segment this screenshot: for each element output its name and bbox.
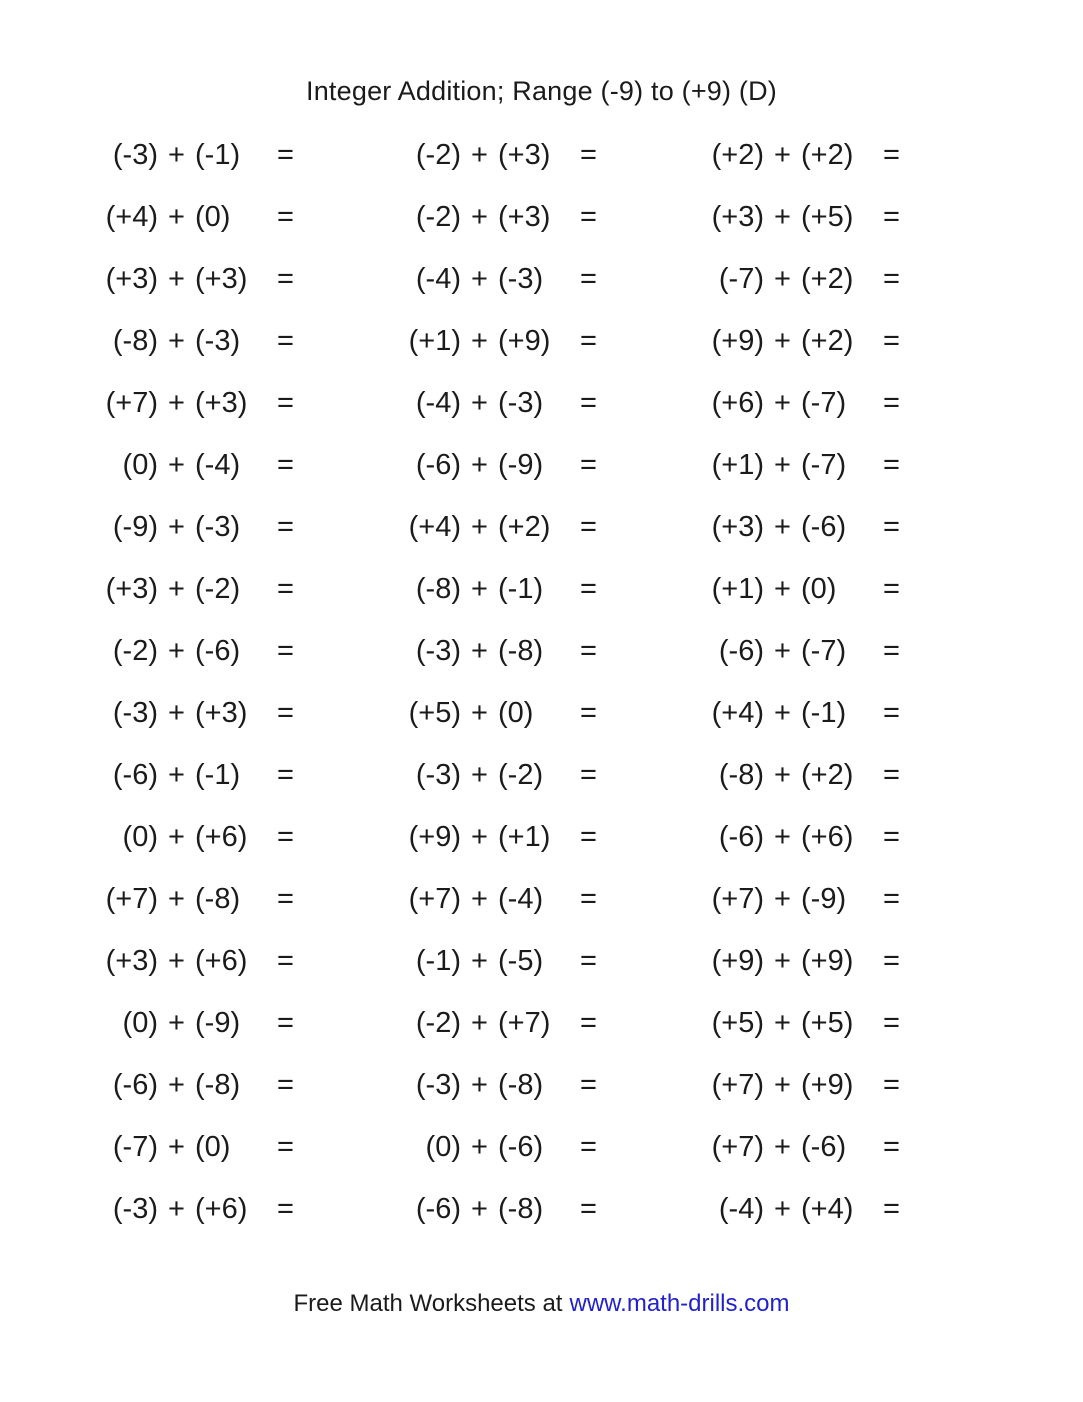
plus-operator: + xyxy=(471,138,488,171)
operand-1: (+3) xyxy=(711,510,764,543)
operand-2: (-8) xyxy=(195,882,241,915)
equals-sign: = xyxy=(883,572,900,605)
plus-operator: + xyxy=(774,944,791,977)
problems-grid xyxy=(73,124,982,1240)
plus-operator: + xyxy=(168,324,185,357)
equals-sign: = xyxy=(883,386,900,419)
plus-operator: + xyxy=(774,696,791,729)
operand-1: (-3) xyxy=(415,758,461,791)
operand-2: (-2) xyxy=(195,572,241,605)
plus-operator: + xyxy=(471,510,488,543)
operand-1: (+7) xyxy=(711,882,764,915)
operand-1: (-3) xyxy=(112,1192,158,1225)
equals-sign: = xyxy=(277,882,294,915)
operand-2: (+3) xyxy=(195,262,248,295)
problem xyxy=(679,1178,982,1240)
footer xyxy=(0,1290,1083,1318)
operand-1: (+1) xyxy=(711,572,764,605)
operand-2: (+6) xyxy=(195,944,248,977)
equals-sign: = xyxy=(580,1068,597,1101)
plus-operator: + xyxy=(168,200,185,233)
plus-operator: + xyxy=(774,510,791,543)
plus-operator: + xyxy=(471,820,488,853)
operand-2: (-8) xyxy=(498,634,544,667)
equals-sign: = xyxy=(277,200,294,233)
operand-1: (+6) xyxy=(711,386,764,419)
equals-sign: = xyxy=(580,324,597,357)
operand-1: (-7) xyxy=(112,1130,158,1163)
operand-2: (-6) xyxy=(801,510,847,543)
problem xyxy=(73,992,376,1054)
equals-sign: = xyxy=(277,634,294,667)
equals-sign: = xyxy=(883,634,900,667)
equals-sign: = xyxy=(883,1006,900,1039)
plus-operator: + xyxy=(168,758,185,791)
plus-operator: + xyxy=(471,1006,488,1039)
plus-operator: + xyxy=(471,572,488,605)
plus-operator: + xyxy=(774,1068,791,1101)
operand-1: (-4) xyxy=(415,386,461,419)
problem xyxy=(376,496,679,558)
plus-operator: + xyxy=(168,386,185,419)
plus-operator: + xyxy=(168,944,185,977)
equals-sign: = xyxy=(883,696,900,729)
operand-2: (+5) xyxy=(801,1006,854,1039)
problem xyxy=(376,806,679,868)
plus-operator: + xyxy=(774,882,791,915)
plus-operator: + xyxy=(471,1068,488,1101)
equals-sign: = xyxy=(883,1130,900,1163)
plus-operator: + xyxy=(471,262,488,295)
problem xyxy=(679,806,982,868)
operand-2: (-4) xyxy=(195,448,241,481)
equals-sign: = xyxy=(580,696,597,729)
operand-2: (0) xyxy=(801,572,837,605)
operand-2: (+3) xyxy=(195,386,248,419)
equals-sign: = xyxy=(580,138,597,171)
page-title: Integer Addition; Range (-9) to (+9) (D) xyxy=(306,76,777,106)
operand-1: (+3) xyxy=(105,944,158,977)
operand-2: (+9) xyxy=(801,1068,854,1101)
problem xyxy=(73,310,376,372)
footer-link[interactable]: www.math-drills.com xyxy=(569,1290,790,1317)
operand-1: (+7) xyxy=(711,1068,764,1101)
plus-operator: + xyxy=(168,1006,185,1039)
operand-1: (+3) xyxy=(105,572,158,605)
operand-2: (-5) xyxy=(498,944,544,977)
operand-1: (-6) xyxy=(112,1068,158,1101)
operand-2: (+6) xyxy=(801,820,854,853)
problem xyxy=(679,434,982,496)
operand-2: (+9) xyxy=(498,324,551,357)
plus-operator: + xyxy=(774,572,791,605)
plus-operator: + xyxy=(168,138,185,171)
operand-1: (+9) xyxy=(711,324,764,357)
equals-sign: = xyxy=(883,138,900,171)
operand-1: (+7) xyxy=(408,882,461,915)
plus-operator: + xyxy=(168,634,185,667)
equals-sign: = xyxy=(580,262,597,295)
plus-operator: + xyxy=(774,200,791,233)
problem xyxy=(679,992,982,1054)
equals-sign: = xyxy=(277,448,294,481)
operand-2: (+2) xyxy=(498,510,551,543)
operand-2: (+9) xyxy=(801,944,854,977)
problem xyxy=(679,248,982,310)
operand-2: (-1) xyxy=(195,138,241,171)
problem xyxy=(73,372,376,434)
equals-sign: = xyxy=(580,386,597,419)
operand-2: (+2) xyxy=(801,324,854,357)
equals-sign: = xyxy=(277,324,294,357)
operand-2: (-9) xyxy=(195,1006,241,1039)
operand-2: (+3) xyxy=(498,200,551,233)
plus-operator: + xyxy=(168,448,185,481)
operand-1: (-6) xyxy=(718,820,764,853)
operand-1: (0) xyxy=(425,1130,461,1163)
operand-2: (-6) xyxy=(195,634,241,667)
equals-sign: = xyxy=(277,696,294,729)
problem xyxy=(679,682,982,744)
operand-1: (+3) xyxy=(711,200,764,233)
problem xyxy=(376,186,679,248)
equals-sign: = xyxy=(277,262,294,295)
operand-1: (0) xyxy=(122,820,158,853)
operand-2: (-9) xyxy=(498,448,544,481)
problem xyxy=(73,1178,376,1240)
operand-2: (-8) xyxy=(498,1068,544,1101)
plus-operator: + xyxy=(774,324,791,357)
operand-2: (+2) xyxy=(801,262,854,295)
operand-1: (-8) xyxy=(718,758,764,791)
equals-sign: = xyxy=(277,1068,294,1101)
operand-2: (-1) xyxy=(801,696,847,729)
plus-operator: + xyxy=(168,1130,185,1163)
operand-2: (-6) xyxy=(801,1130,847,1163)
problem xyxy=(679,1054,982,1116)
plus-operator: + xyxy=(774,386,791,419)
plus-operator: + xyxy=(774,1006,791,1039)
operand-1: (-3) xyxy=(112,138,158,171)
operand-1: (-6) xyxy=(718,634,764,667)
operand-1: (+4) xyxy=(408,510,461,543)
operand-2: (-8) xyxy=(498,1192,544,1225)
operand-1: (-3) xyxy=(112,696,158,729)
operand-2: (-3) xyxy=(195,510,241,543)
problem xyxy=(679,744,982,806)
footer-text: Free Math Worksheets at xyxy=(293,1290,563,1317)
problem xyxy=(376,248,679,310)
operand-2: (+3) xyxy=(195,696,248,729)
equals-sign: = xyxy=(883,324,900,357)
operand-1: (-2) xyxy=(415,1006,461,1039)
operand-2: (+2) xyxy=(801,758,854,791)
problem xyxy=(376,620,679,682)
equals-sign: = xyxy=(580,448,597,481)
operand-2: (-9) xyxy=(801,882,847,915)
operand-2: (-6) xyxy=(498,1130,544,1163)
plus-operator: + xyxy=(774,138,791,171)
operand-1: (+5) xyxy=(711,1006,764,1039)
problem xyxy=(679,124,982,186)
operand-1: (+4) xyxy=(711,696,764,729)
problem xyxy=(679,496,982,558)
equals-sign: = xyxy=(883,262,900,295)
operand-1: (+5) xyxy=(408,696,461,729)
plus-operator: + xyxy=(471,200,488,233)
equals-sign: = xyxy=(883,820,900,853)
plus-operator: + xyxy=(471,758,488,791)
plus-operator: + xyxy=(471,324,488,357)
operand-1: (+3) xyxy=(105,262,158,295)
operand-1: (-6) xyxy=(415,1192,461,1225)
operand-2: (-3) xyxy=(498,262,544,295)
operand-1: (-4) xyxy=(718,1192,764,1225)
equals-sign: = xyxy=(883,200,900,233)
plus-operator: + xyxy=(774,758,791,791)
operand-1: (+2) xyxy=(711,138,764,171)
problem xyxy=(73,186,376,248)
operand-2: (+6) xyxy=(195,820,248,853)
operand-1: (0) xyxy=(122,448,158,481)
problem xyxy=(679,186,982,248)
equals-sign: = xyxy=(277,820,294,853)
problem xyxy=(376,682,679,744)
operand-1: (+9) xyxy=(408,820,461,853)
problem xyxy=(73,558,376,620)
problem xyxy=(73,248,376,310)
operand-2: (0) xyxy=(195,1130,231,1163)
problem xyxy=(376,124,679,186)
operand-2: (-7) xyxy=(801,386,847,419)
problem xyxy=(376,1178,679,1240)
problem xyxy=(679,558,982,620)
operand-2: (0) xyxy=(195,200,231,233)
equals-sign: = xyxy=(580,1006,597,1039)
operand-1: (-3) xyxy=(415,1068,461,1101)
operand-1: (+1) xyxy=(408,324,461,357)
plus-operator: + xyxy=(168,572,185,605)
problem xyxy=(376,310,679,372)
equals-sign: = xyxy=(580,572,597,605)
plus-operator: + xyxy=(471,882,488,915)
operand-2: (-1) xyxy=(195,758,241,791)
equals-sign: = xyxy=(277,572,294,605)
problem xyxy=(679,868,982,930)
plus-operator: + xyxy=(471,386,488,419)
problem xyxy=(73,496,376,558)
problem xyxy=(376,558,679,620)
equals-sign: = xyxy=(580,634,597,667)
plus-operator: + xyxy=(774,262,791,295)
operand-2: (-1) xyxy=(498,572,544,605)
operand-1: (+7) xyxy=(105,882,158,915)
operand-1: (-2) xyxy=(415,138,461,171)
problem xyxy=(679,310,982,372)
problem xyxy=(73,124,376,186)
operand-1: (-6) xyxy=(112,758,158,791)
operand-2: (+6) xyxy=(195,1192,248,1225)
operand-1: (+7) xyxy=(105,386,158,419)
operand-2: (-3) xyxy=(498,386,544,419)
equals-sign: = xyxy=(277,138,294,171)
operand-1: (+9) xyxy=(711,944,764,977)
plus-operator: + xyxy=(471,944,488,977)
operand-2: (-3) xyxy=(195,324,241,357)
problem xyxy=(679,930,982,992)
operand-1: (+7) xyxy=(711,1130,764,1163)
equals-sign: = xyxy=(277,758,294,791)
problem xyxy=(376,372,679,434)
problem xyxy=(376,1116,679,1178)
problem xyxy=(73,434,376,496)
problem xyxy=(376,1054,679,1116)
equals-sign: = xyxy=(277,1130,294,1163)
problem xyxy=(73,930,376,992)
problem xyxy=(679,372,982,434)
operand-2: (+4) xyxy=(801,1192,854,1225)
equals-sign: = xyxy=(883,758,900,791)
operand-2: (+1) xyxy=(498,820,551,853)
problem xyxy=(376,434,679,496)
plus-operator: + xyxy=(774,1192,791,1225)
equals-sign: = xyxy=(580,1130,597,1163)
plus-operator: + xyxy=(168,820,185,853)
problem xyxy=(376,930,679,992)
operand-2: (0) xyxy=(498,696,534,729)
operand-1: (-8) xyxy=(415,572,461,605)
plus-operator: + xyxy=(168,510,185,543)
problem xyxy=(73,744,376,806)
equals-sign: = xyxy=(883,1068,900,1101)
equals-sign: = xyxy=(580,510,597,543)
operand-1: (-6) xyxy=(415,448,461,481)
operand-2: (+2) xyxy=(801,138,854,171)
equals-sign: = xyxy=(277,1006,294,1039)
equals-sign: = xyxy=(277,1192,294,1225)
equals-sign: = xyxy=(883,448,900,481)
operand-1: (0) xyxy=(122,1006,158,1039)
operand-1: (+4) xyxy=(105,200,158,233)
operand-2: (+3) xyxy=(498,138,551,171)
equals-sign: = xyxy=(580,882,597,915)
operand-1: (-7) xyxy=(718,262,764,295)
plus-operator: + xyxy=(774,1130,791,1163)
operand-2: (-2) xyxy=(498,758,544,791)
plus-operator: + xyxy=(774,820,791,853)
problem xyxy=(73,1116,376,1178)
equals-sign: = xyxy=(580,200,597,233)
problem xyxy=(73,682,376,744)
equals-sign: = xyxy=(277,944,294,977)
plus-operator: + xyxy=(471,634,488,667)
equals-sign: = xyxy=(883,1192,900,1225)
operand-2: (-7) xyxy=(801,634,847,667)
plus-operator: + xyxy=(471,1192,488,1225)
problem xyxy=(376,992,679,1054)
plus-operator: + xyxy=(168,1068,185,1101)
operand-2: (-4) xyxy=(498,882,544,915)
plus-operator: + xyxy=(774,448,791,481)
operand-2: (+5) xyxy=(801,200,854,233)
equals-sign: = xyxy=(580,758,597,791)
problem xyxy=(376,744,679,806)
equals-sign: = xyxy=(277,386,294,419)
operand-1: (-4) xyxy=(415,262,461,295)
operand-1: (-2) xyxy=(415,200,461,233)
equals-sign: = xyxy=(580,1192,597,1225)
plus-operator: + xyxy=(168,696,185,729)
operand-1: (-1) xyxy=(415,944,461,977)
plus-operator: + xyxy=(471,696,488,729)
equals-sign: = xyxy=(580,820,597,853)
problem xyxy=(679,620,982,682)
operand-1: (-8) xyxy=(112,324,158,357)
problem xyxy=(73,806,376,868)
problem xyxy=(376,868,679,930)
problem xyxy=(73,620,376,682)
plus-operator: + xyxy=(471,448,488,481)
operand-1: (-3) xyxy=(415,634,461,667)
equals-sign: = xyxy=(580,944,597,977)
equals-sign: = xyxy=(883,510,900,543)
operand-1: (-9) xyxy=(112,510,158,543)
plus-operator: + xyxy=(168,882,185,915)
problem xyxy=(73,868,376,930)
equals-sign: = xyxy=(277,510,294,543)
operand-2: (-7) xyxy=(801,448,847,481)
operand-1: (+1) xyxy=(711,448,764,481)
equals-sign: = xyxy=(883,882,900,915)
plus-operator: + xyxy=(168,262,185,295)
problem xyxy=(679,1116,982,1178)
plus-operator: + xyxy=(471,1130,488,1163)
operand-2: (-8) xyxy=(195,1068,241,1101)
problem xyxy=(73,1054,376,1116)
operand-2: (+7) xyxy=(498,1006,551,1039)
plus-operator: + xyxy=(168,1192,185,1225)
plus-operator: + xyxy=(774,634,791,667)
operand-1: (-2) xyxy=(112,634,158,667)
equals-sign: = xyxy=(883,944,900,977)
